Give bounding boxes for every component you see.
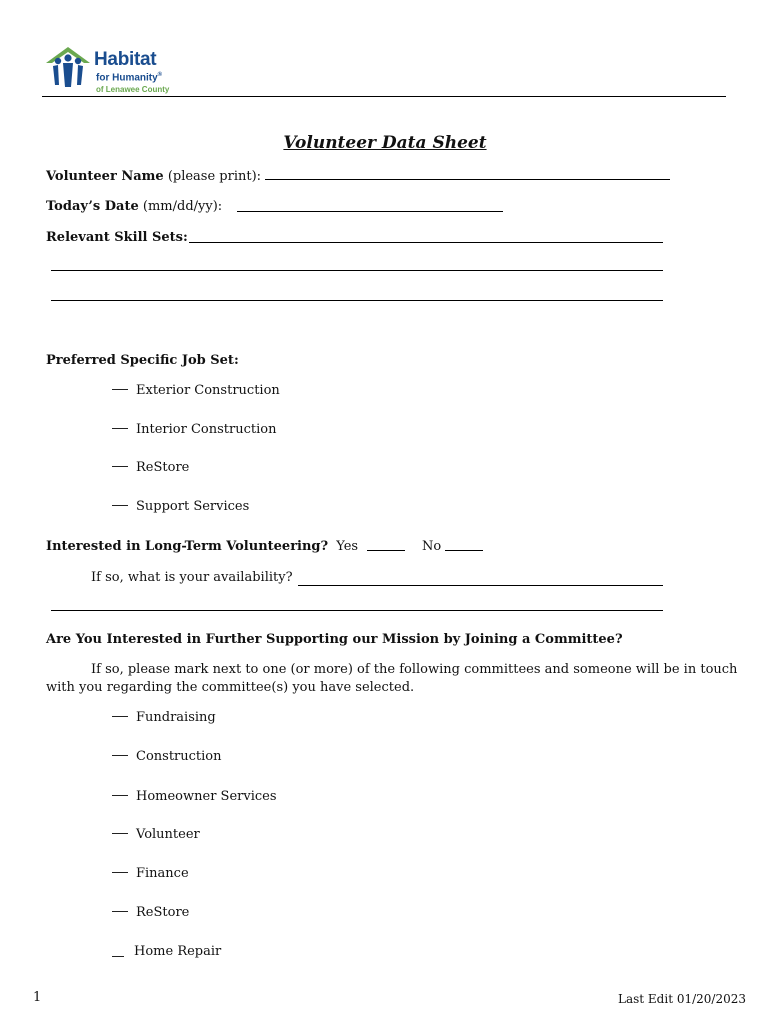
check-mark-line[interactable] [112,872,128,873]
committee-intro-2: with you regarding the committee(s) you have selected. [46,680,415,695]
committee-option-restore[interactable] [112,905,189,920]
check-mark-line[interactable] [112,795,128,796]
logo-habitat: Habitat [94,49,157,70]
logo-for-humanity [96,72,162,83]
committee-option-label: Finance [136,866,189,881]
committee-option-label: Homeowner Services [136,789,277,804]
job-set-heading: Preferred Specific Job Set: [46,353,239,368]
volunteer-name-label-text: Volunteer Name [46,169,164,184]
committee-option-label: Home Repair [134,944,222,959]
volunteer-name-field[interactable] [265,179,670,180]
skill-sets-field-2[interactable] [51,270,663,271]
committee-option-label: ReStore [136,905,190,920]
job-option-label: Support Services [136,499,250,514]
logo [44,45,174,97]
long-term-yes-label: Yes [336,539,359,554]
check-mark-line[interactable] [112,755,128,756]
check-mark-line[interactable] [112,716,128,717]
check-mark-line[interactable] [112,505,128,506]
volunteer-name-hint: (please print): [167,169,262,184]
page-number: 1 [33,990,42,1005]
committee-option-fundraising[interactable] [112,710,216,725]
long-term-no-field[interactable] [445,550,483,551]
committee-option-label: Volunteer [136,827,200,842]
volunteer-name-label [46,169,261,184]
job-option-support[interactable] [112,499,249,514]
check-mark-line[interactable] [112,389,128,390]
committee-option-construction[interactable] [112,749,222,764]
check-mark-line[interactable] [112,833,128,834]
logo-registered-mark: ® [157,72,163,78]
long-term-yes-field[interactable] [367,550,405,551]
committee-heading: Are You Interested in Further Supporting our Mission by Joining a Committee? [46,632,623,647]
logo-for-humanity-text: for Humanity [96,72,158,84]
header-rule [42,96,726,97]
committee-option-label: Fundraising [136,710,216,725]
availability-field-1[interactable] [298,585,663,586]
committee-option-finance[interactable] [112,866,189,881]
check-mark-line[interactable] [112,466,128,467]
skill-sets-field-3[interactable] [51,300,663,301]
skill-sets-label: Relevant Skill Sets: [46,230,188,245]
job-option-restore[interactable] [112,460,189,475]
job-option-interior[interactable] [112,422,276,437]
check-mark-line[interactable] [112,428,128,429]
date-label-text: Today’s Date [46,199,139,214]
check-mark-line[interactable] [112,911,128,912]
habitat-house-icon [44,45,92,91]
committee-option-homeowner[interactable] [112,789,277,804]
check-mark-line[interactable] [112,956,124,957]
committee-option-volunteer[interactable] [112,827,200,842]
committee-option-label: Construction [136,749,222,764]
skill-sets-field-1[interactable] [189,242,663,243]
page-title: Volunteer Data Sheet [283,133,487,153]
job-option-label: ReStore [136,460,190,475]
job-option-label: Interior Construction [136,422,277,437]
availability-label: If so, what is your availability? [91,570,293,585]
job-option-exterior[interactable] [112,383,280,398]
job-option-label: Exterior Construction [136,383,280,398]
committee-option-home-repair[interactable] [112,944,221,959]
date-label [46,199,222,214]
date-field[interactable] [237,211,503,212]
logo-county: of Lenawee County [96,85,170,94]
long-term-no-label: No [422,539,442,554]
date-hint: (mm/dd/yy): [142,199,223,214]
long-term-question: Interested in Long-Term Volunteering? [46,539,329,554]
last-edit: Last Edit 01/20/2023 [618,992,746,1006]
committee-intro-1: If so, please mark next to one (or more) of the following committees and someone will be in touch [91,662,738,677]
long-term-row [46,539,358,554]
availability-field-2[interactable] [51,610,663,611]
